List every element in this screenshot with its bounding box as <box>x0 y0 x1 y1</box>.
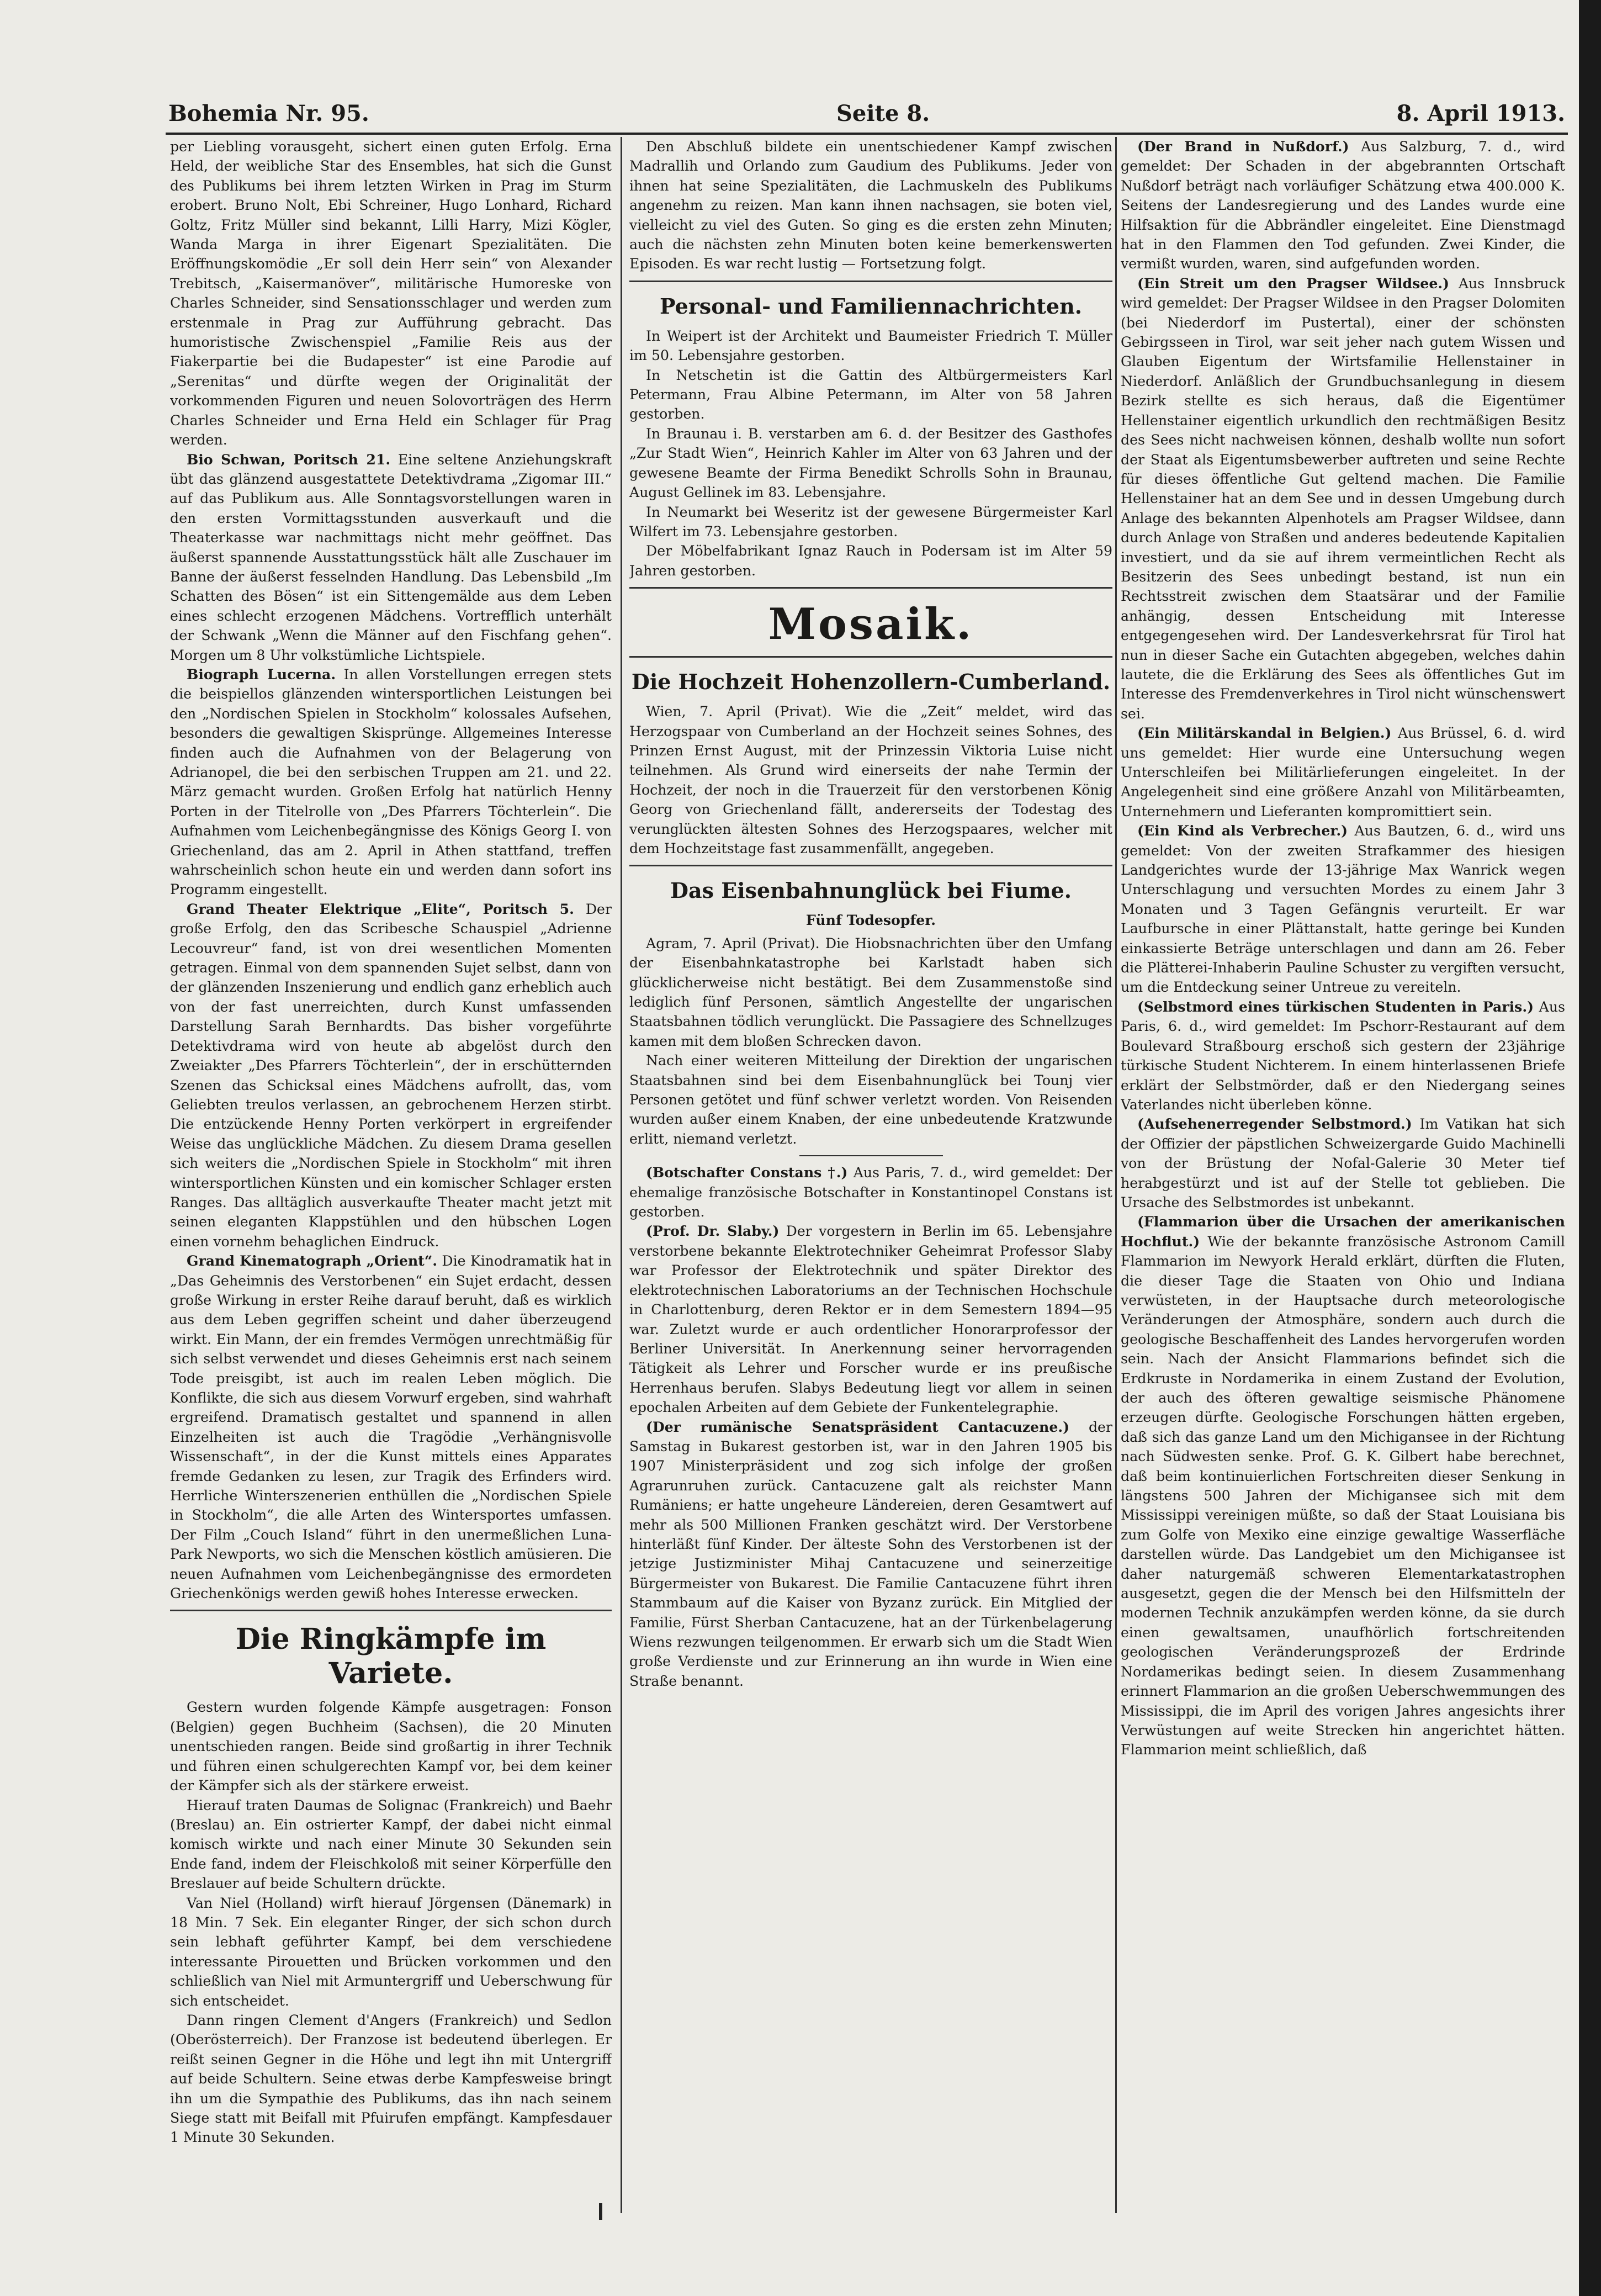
news-kind-verbrecher <box>1121 821 1565 997</box>
wrestling-continuation: Den Abschluß bildete ein unentschiedener Kampf zwischen Madrallih und Orlando zum Gaudium des Publikums. Jeder von ihnen hat seine Spezialitäten, die Lachmuskeln des Publikums angenehm zu reizen. Man kann ihnen nachsagen, sie boten viel, vielleicht zu viel des Guten. So ging es die ersten zehn Minuten; auch die nächsten zehn Minuten boten keine bemerkenswerten Episoden. Es war recht lustig — Fortsetzung folgt. <box>629 139 1112 272</box>
railway-paragraph-2: Nach einer weiteren Mitteilung der Direktion der ungarischen Staatsbahnen sind bei dem Eisenbahnunglück bei Tounj vier Personen getötet und fünf schwer verletzt worden. Von Reisenden wurden außer einem Knaben, der eine unbedeutende Kratzwunde erlitt, niemand verletzt. <box>629 1052 1112 1147</box>
notice-text: Aus Salzburg, 7. d., wird gemeldet: Der Schaden in der abgebrannten Ortschaft Nußdorf beträgt nach vorläufiger Schätzung etwa 400.000 K. Seitens der Landesregierung und des Landes wurde eine Hilfsaktion für die Abbrändler eingeleitet. Eine Dienstmagd hat in den Flammen den Tod gefunden. Zwei Kinder, die vermißt wurden, waren, sind aufgefunden worden. <box>1121 139 1565 272</box>
section-rule <box>629 865 1112 866</box>
news-selbstmord-vatikan <box>1121 1114 1565 1212</box>
notice-label: Bio Schwan, Poritsch 21. <box>187 451 391 468</box>
news-slaby <box>629 1221 1112 1417</box>
notice-label: Grand Kinematograph „Orient“. <box>187 1252 438 1269</box>
notice-label: (Der rumänische Senatspräsident Cantacuzene.) <box>646 1418 1070 1435</box>
wrestling-paragraph-3: Van Niel (Holland) wirft hierauf Jörgensen (Dänemark) in 18 Min. 7 Sek. Ein eleganter Ringer, der sich schon durch sein lebhaft geführter Kampf, bei dem verschiedene interessante Pirouetten und Brücken vorkommen und den schließlich van Niel mit Armuntergriff und Ueberschwung für sich entscheidet. <box>170 1895 612 2009</box>
wedding-article: Wien, 7. April (Privat). Wie die „Zeit“ meldet, wird das Herzogspaar von Cumberland an der Hochzeit seines Sohnes, des Prinzen Ernst August, mit der Prinzessin Viktoria Luise nicht teilnehmen. Als Grund wird einerseits der nahe Termin der Hochzeit, der noch in die Trauerzeit für den verstorbenen König Georg von Griechenland fällt, andererseits der Todestag des verunglückten ältesten Sohnes des Herzogspaares, welcher mit dem Hochzeitstage fast zusammenfällt, angegeben. <box>629 703 1112 856</box>
personal-news-item: In Weipert ist der Architekt und Baumeister Friedrich T. Müller im 50. Lebensjahre gestorben. <box>629 327 1112 364</box>
notice-text: Aus Paris, 6. d., wird gemeldet: Im Pschorr-Restaurant auf dem Boulevard Straßbourg erschoß sich gestern der 23jährige türkische Student Nichterem. In einem hinterlassenen Briefe erklärt der Selbstmörder, daß er den Niedergang seines Vaterlandes nicht überleben könne. <box>1121 998 1565 1113</box>
column-3 <box>1121 137 1565 2202</box>
heading-personal-news: Personal- und Familiennachrichten. <box>660 293 1082 319</box>
column-2 <box>629 137 1112 2202</box>
column-1 <box>170 137 612 2202</box>
news-pragser-wildsee <box>1121 274 1565 723</box>
notice-text: Die Kinodramatik hat in „Das Geheimnis des Verstorbenen“ ein Sujet erdacht, dessen große Wirkung in erster Reihe darauf beruht, daß es wirklich aus dem Leben gegriffen scheint und daher überzeugend wirkt. Ein Mann, der ein fremdes Vermögen unrechtmäßig für sich selbst verwendet und dieses Geheimnis erst nach seinem Tode preisgibt, ist auch im realen Leben möglich. Die Konflikte, die sich aus diesem Vorwurf ergeben, sind wahrhaft ergreifend. Dramatisch gestaltet und spannend in allen Einzelheiten ist auch die Tragödie „Verhängnisvolle Wissenschaft“, in der die Kunst mittels eines Apparates fremde Gedanken zu lesen, zur Tragik des Erfinders wird. Herrliche Winterszenerien enthüllen die „Nordischen Spiele in Stockholm“, die alle Arten des Wintersportes umfassen. Der Film „Couch Island“ führt in den unermeßlichen Luna-Park Newports, wo sich die Menschen köstlich amüsieren. Die neuen Aufnahmen vom Leichenbegängnisse des ermordeten Griechenkönigs werden gewiß hohes Interesse erwecken. <box>170 1253 612 1602</box>
notice-text: Aus Bautzen, 6. d., wird uns gemeldet: Von der zweiten Strafkammer des hiesigen Landgerichtes wurde der 13-jährige Max Wanrick wegen Unterschlagung und versuchten Mordes zu einem Jahr 3 Monaten und 3 Tagen Gefängnis verurteilt. Er war Laufbursche in einer Plättanstalt, hatte geringe bei Kunden einkassierte Beträge unterschlagen und dann am 26. Feber die Plätterei-Inhaberin Pauline Schuster zu vergiften versucht, um die Entdeckung seiner Untreue zu vereiteln. <box>1121 823 1565 996</box>
news-nussdorf <box>1121 137 1565 274</box>
heading-hochzeit: Die Hochzeit Hohenzollern-Cumberland. <box>631 669 1111 695</box>
header-date: 8. April 1913. <box>1396 100 1565 126</box>
column-divider-2 <box>1115 137 1117 2213</box>
page-header <box>168 100 1565 134</box>
notice-text: Im Vatikan hat sich der Offizier der päpstlichen Schweizergarde Guido Machinelli von der Brüstung der Nofal-Galerie 30 Meter tief herabgestürzt und ist auf der Stelle tot geblieben. Die Ursache des Selbstmordes ist unbekannt. <box>1121 1116 1565 1210</box>
news-selbstmord-student <box>1121 997 1565 1114</box>
article-continuation: per Liebling vorausgeht, sichert einen guten Erfolg. Erna Held, der weibliche Star des Ensembles, hat sich die Gunst des Publikums bei ihrem letzten Wirken in Prag im Sturm erobert. Bruno Nolt, Ebi Schreiner, Hugo Lonhard, Richard Goltz, Fritz Müller sind bekannt, Lilli Harry, Mizi Kögler, Wanda Marga in ihrer Eigenart Spezialitäten. Die Eröffnungskomödie „Er soll dein Herr sein“ von Alexander Trebitsch, „Kaisermanöver“, militärische Humoreske von Charles Schneider, sind Sensationsschlager und werden zum erstenmale in Prag zur Aufführung gebracht. Das humoristische Zwischenspiel „Familie Reis aus der Fiakerpartie bei die Budapester“ ist eine Parodie auf „Serenitas“ und dürfte wegen der Originalität der vorkommenden Figuren und neuen Solovorträgen des Herrn Charles Schneider und Erna Held ein Schlager für Prag werden. <box>170 139 612 448</box>
notice-label: (Selbstmord eines türkischen Studenten in Paris.) <box>1137 998 1534 1015</box>
heading-eisenbahnunglueck: Das Eisenbahnunglück bei Fiume. <box>670 878 1072 903</box>
header-issue: Bohemia Nr. 95. <box>168 100 369 126</box>
cinema-notice-elite <box>170 900 612 1251</box>
cinema-notice-bio-schwan <box>170 450 612 665</box>
notice-label: Biograph Lucerna. <box>187 665 336 683</box>
notice-label: (Ein Kind als Verbrecher.) <box>1137 822 1348 839</box>
notice-text: Wie der bekannte französische Astronom Camill Flammarion im Newyork Herald erklärt, dürften die Fluten, die dieser Tage die Staaten von Ohio und Indiana verwüsteten, in der Hauptsache durch meteorologische Veränderungen der Atmosphäre, sondern auch durch die geologische Beschaffenheit des Landes hervorgerufen worden sein. Nach der Ansicht Flammarions befindet sich die Erdkruste in Nordamerika in einem Zustand der Evolution, der auch des öfteren gewaltige seismische Phänomene erzeugen dürfte. Geologische Forschungen hätten ergeben, daß sich das ganze Land um den Michigansee in der Richtung nach Südwesten senke. Prof. G. K. Gilbert habe berechnet, daß beim kontinuierlichen Fortschreiten dieser Senkung in längstens 500 Jahren der Michigansee sich mit dem Mississippi vereinigen müßte, so daß der Staat Louisiana bis zum Golfe von Mexiko eine einzige gewaltige Wasserfläche darstellen würde. Das Landgebiet um den Michigansee ist daher naturgemäß schweren Elementarkatastrophen ausgesetzt, gegen die der Mensch bei den Hilfsmitteln der modernen Technik anzukämpfen werden könne, da sie durch einen gewaltsamen, unaufhörlich fortschreitenden geologischen Veränderungsprozeß der Erdrinde Nordamerikas bedingt seien. In diesem Zusammenhang erinnert Flammarion an die großen Ueberschwemmungen des Mississippi, die im April des vorigen Jahres angesichts ihrer Verwüstungen auf weite Strecken hin angerichtet hätten. Flammarion meint schließlich, daß <box>1121 1233 1565 1758</box>
section-rule <box>170 1610 612 1611</box>
notice-text: Eine seltene Anziehungskraft übt das glänzend ausgestattete Detektivdrama „Zigomar III.“ auf das Publikum aus. Alle Sonntagsvorstellungen waren in den ersten Vormittagsstunden ausverkauft und die Theaterkasse war nachmittags nicht mehr geöffnet. Das äußerst spannende Ausstattungsstück hält alle Zuschauer im Banne der äußerst fesselnden Handlung. Das Lebensbild „Im Schatten des Bösen“ ist ein Sittengemälde aus dem Leben eines schlecht erzogenen Mädchens. Vortrefflich unterhält der Schwank „Wenn die Männer auf den Fischfang gehen“. Morgen um 8 Uhr volkstümliche Lichtspiele. <box>170 451 612 663</box>
section-rule <box>629 587 1112 589</box>
notice-text: In allen Vorstellungen erregen stets die beispiellos glänzenden wintersportlichen Leistungen bei den „Nordischen Spielen in Stockholm“ kolossales Aufsehen, besonders die gewaltigen Skisprünge. Allgemeines Interesse finden auch die Aufnahmen von der Belagerung von Adrianopel, die bei den serbischen Truppen am 21. und 22. März gemacht wurden. Großen Erfolg hat natürlich Henny Porten in der Titelrolle von „Des Pfarrers Töchterlein“. Die Aufnahmen vom Leichenbegängnisse des Königs Georg I. von Griechenland, das am 2. April in Athen stattfand, treffen wahrscheinlich schon heute ein und werden dann sofort ins Programm eingestellt. <box>170 666 612 898</box>
notice-label: (Ein Militärskandal in Belgien.) <box>1137 724 1392 742</box>
notice-label: (Botschafter Constans †.) <box>646 1164 848 1181</box>
wrestling-paragraph-4: Dann ringen Clement d'Angers (Frankreich) und Sedlon (Oberösterreich). Der Franzose ist bedeutend überlegen. Er reißt seinen Gegner in die Höhe und legt ihn mit Untergriff auf beide Schultern. Seine etwas derbe Kampfesweise bringt ihn um die Sympathie des Publikums, das ihn nach seinem Siege statt mit Beifall mit Pfuirufen empfängt. Kampfesdauer 1 Minute 30 Sekunden. <box>170 2012 612 2146</box>
notice-label: (Prof. Dr. Slaby.) <box>646 1223 780 1240</box>
personal-news-item: In Netschetin ist die Gattin des Altbürgermeisters Karl Petermann, Frau Albine Petermann, im Alter von 58 Jahren gestorben. <box>629 367 1112 422</box>
news-cantacuzene <box>629 1417 1112 1691</box>
cinema-notice-lucerna <box>170 665 612 900</box>
scan-edge <box>1579 0 1601 2296</box>
notice-text: Aus Innsbruck wird gemeldet: Der Pragser Wildsee in den Pragser Dolomiten (bei Niederdorf im Pustertal), einer der schönsten Gebirgsseen in Tirol, war seit jeher nach gutem Wissen und Glauben Eigentum der Wirtsfamilie Hellenstainer in Niederdorf. Anläßlich der Grundbuchsanlegung in diesem Bezirk stellte es sich heraus, daß die Eigentümer Hellenstainer eigentlich urkundlich den rechtmäßigen Besitz des Sees nicht nachweisen können, deshalb wollte nun sofort der Staat als Eigentumsbewerber auftreten und seine Rechte für dieses öffentliche Gut geltend machen. Die Familie Hellenstainer hat an dem See und in dessen Umgebung durch Anlage des bekannten Alpenhotels am Pragser Wildsee, dann durch Anlage von Straßen und anderes bedeutende Kapitalien investiert, und da sie auf ihrem vermeintlichen Recht als Besitzerin des Sees unbedingt bestand, ist nun ein Rechtsstreit zwischen dem Staatsärar und der Familie anhängig, dessen Entscheidung mit Interesse entgegengesehen wird. Der Landesverkehrsrat für Tirol hat nun in dieser Sache ein Gutachten abgegeben, welches dahin lautete, die die Erklärung des Sees als öffentliches Gut im Interesse des Fremdenverkehres in Tirol nicht wünschenswert sei. <box>1121 275 1565 722</box>
scan-mark <box>599 2203 602 2220</box>
heading-mosaik: Mosaik. <box>768 599 974 650</box>
railway-paragraph-1: Agram, 7. April (Privat). Die Hiobsnachrichten über den Umfang der Eisenbahnkatastrophe bei Karlstadt haben sich glücklicherweise nicht bestätigt. Bei dem Zusammenstoße sind lediglich fünf Personen, sämtlich Angestellte der ungarischen Staatsbahnen tödlich verunglückt. Die Passagiere des Schnellzuges kamen mit dem bloßen Schrecken davon. <box>629 935 1112 1049</box>
wrestling-paragraph-2: Hierauf traten Daumas de Solignac (Frankreich) und Baehr (Breslau) an. Ein ostrierter Kampf, der dabei nicht einmal komisch wirkte und nach einer Minute 30 Sekunden sein Ende fand, indem der Fleischkoloß mit seiner Körperfülle den Breslauer auf beide Schultern drückte. <box>170 1797 612 1892</box>
wrestling-paragraph-1: Gestern wurden folgende Kämpfe ausgetragen: Fonson (Belgien) gegen Buchheim (Sachsen), die 20 Minuten unentschieden rangen. Beide sind großartig in ihrer Technik und führen einen schulgerechten Kampf vor, bei dem keiner der Kämpfer sich als der stärkere erweist. <box>170 1699 612 1794</box>
notice-label: (Flammarion über die Ursachen der amerikanischen Hochflut.) <box>1121 1213 1565 1250</box>
notice-label: (Der Brand in Nußdorf.) <box>1137 138 1349 155</box>
subheading-todesopfer: Fünf Todesopfer. <box>805 912 936 929</box>
personal-news-item: In Braunau i. B. verstarben am 6. d. der Besitzer des Gasthofes „Zur Stadt Wien“, Heinrich Kahler im Alter von 63 Jahren und der gewesene Beamte der Firma Benedikt Schrolls Sohn in Braunau, August Gellinek im 83. Lebensjahre. <box>629 425 1112 501</box>
notice-label: (Ein Streit um den Pragser Wildsee.) <box>1137 274 1450 292</box>
personal-news-item: Der Möbelfabrikant Ignaz Rauch in Podersam ist im Alter 59 Jahren gestorben. <box>629 543 1112 579</box>
cinema-notice-orient <box>170 1251 612 1603</box>
news-constans <box>629 1163 1112 1221</box>
news-militaerskandal <box>1121 723 1565 821</box>
notice-text: Aus Paris, 7. d., wird gemeldet: Der ehemalige französische Botschafter in Konstantinopel Constans ist gestorben. <box>629 1165 1112 1220</box>
notice-label: (Aufsehenerregender Selbstmord.) <box>1137 1115 1412 1133</box>
header-page-number: Seite 8. <box>836 100 930 126</box>
notice-text: Der große Erfolg, den das Scribesche Schauspiel „Adrienne Lecouvreur“ fand, ist von drei wesentlichen Momenten getragen. Einmal von dem spannenden Sujet selbst, dann von der glänzenden Inszenierung und endlich ganz erheblich auch von der fast unerreichten, durch Kunst umfassenden Darstellung Sarah Bernhardts. Das bisher vorgeführte Detektivdrama wird von heute ab abgelöst durch den Zweiakter „Des Pfarrers Töchterlein“, der in erschütternden Szenen das Schicksal eines Mädchens aufrollt, das, vom Geliebten treulos verlassen, an gebrochenem Herzen stirbt. Die entzückende Henny Porten verkörpert in ergreifender Weise das unglückliche Mädchen. Zu diesem Drama gesellen sich weiters die „Nordischen Spiele in Stockholm“ mit ihren wintersportlichen Künsten und ein komischer Schlager ersten Ranges. Das alltäglich ausverkaufte Theater macht jetzt mit seinen eleganten Klappstühlen und den hübschen Logen einen vornehm behaglichen Eindruck. <box>170 901 612 1250</box>
personal-news-item: In Neumarkt bei Weseritz ist der gewesene Bürgermeister Karl Wilfert im 73. Lebensjahre gestorben. <box>629 504 1112 539</box>
news-flammarion <box>1121 1212 1565 1759</box>
notice-text: der Samstag in Bukarest gestorben ist, war in den Jahren 1905 bis 1907 Ministerpräsident und zog sich infolge der großen Agrarunruhen zurück. Cantacuzene galt als reichster Mann Rumäniens; er hatte ungeheure Ländereien, deren Gesamtwert auf mehr als 500 Millionen Franken geschätzt wird. Der Verstorbene hinterläßt fünf Kinder. Der älteste Sohn des Verstorbenen ist der jetzige Justizminister Mihaj Cantacuzene und seinerzeitige Bürgermeister von Bukarest. Die Familie Cantacuzene führt ihren Stammbaum auf die Kaiser von Byzanz zurück. Ein Mitglied der Familie, Fürst Sherban Cantacuzene, hat an der Türkenbelagerung Wiens rezwungen teilgenommen. Er erwarb sich um die Stadt Wien große Verdienste und zur Erinnerung an ihn wurde in Wien eine Straße benannt. <box>629 1419 1112 1689</box>
section-rule <box>629 656 1112 658</box>
section-rule <box>629 281 1112 282</box>
notice-label: Grand Theater Elektrique „Elite“, Poritsch 5. <box>187 900 574 917</box>
header-rule <box>166 133 1568 135</box>
column-divider-1 <box>621 137 622 2213</box>
heading-ringkaempfe: Die Ringkämpfe im Variete. <box>235 1622 547 1691</box>
notice-text: Aus Brüssel, 6. d. wird uns gemeldet: Hier wurde eine Untersuchung wegen Unterschleifen bei Militärlieferungen eingeleitet. In der Angelegenheit sind eine größere Anzahl von Militärbeamten, Unternehmern und Lieferanten kompromittiert sein. <box>1121 725 1565 819</box>
short-rule <box>799 1155 943 1156</box>
notice-text: Der vorgestern in Berlin im 65. Lebensjahre verstorbene bekannte Elektrotechniker Geheimrat Professor Slaby war Professor der Elektrotechnik und später Direktor des elektrotechnischen Laboratoriums an der Technischen Hochschule in Charlottenburg, deren Rektor er in dem Semestern 1894—95 war. Zuletzt wurde er auch ordentlicher Honorarprofessor der Berliner Universität. In Anerkennung seiner hervorragenden Tätigkeit als Lehrer und Forscher wurde er ins preußische Herrenhaus berufen. Slabys Bedeutung liegt vor allem in seinen epochalen Arbeiten auf dem Gebiete der Funkentelegraphie. <box>629 1223 1112 1416</box>
